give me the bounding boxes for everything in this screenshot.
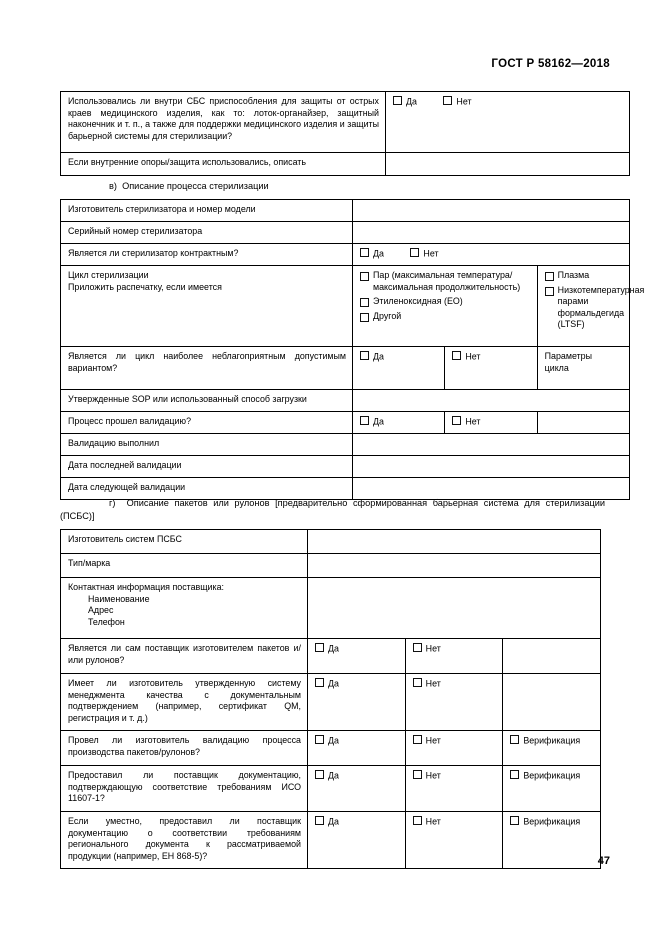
checkbox-icon[interactable] [360,351,369,360]
option-label: Да [328,816,339,827]
table-row [61,222,630,244]
row-value-blank[interactable] [503,639,601,674]
checkbox-icon[interactable] [510,770,519,779]
row-label: Провел ли изготовитель валидацию процесса производства пакетов/рулонов? [61,731,308,766]
table-row [61,812,601,869]
row-value-blank[interactable] [503,674,601,731]
row-value-yes[interactable] [308,731,406,766]
row-value-blank[interactable] [353,200,630,222]
checkbox-icon[interactable] [413,678,422,687]
option-label: Да [373,416,384,427]
option-label: Верификация [523,816,581,827]
checkbox-icon[interactable] [315,735,324,744]
checkbox-option-plasma[interactable] [545,270,623,282]
table-row [61,674,601,731]
checkbox-icon[interactable] [545,272,554,281]
checkbox-icon[interactable] [410,248,419,257]
checkbox-icon[interactable] [413,643,422,652]
checkbox-option-no[interactable] [410,248,438,260]
option-label: Да [328,678,339,689]
table-row-supplier-contact [61,578,601,639]
checkbox-option-no[interactable] [413,770,497,782]
table-row [61,731,601,766]
table-row [61,347,630,390]
row-value-yes[interactable] [308,639,406,674]
cycle-parameters-label-line-2: цикла [544,362,569,373]
checkbox-option-yes[interactable] [315,816,399,828]
option-label: Нет [456,96,472,107]
checkbox-option-yes[interactable] [360,351,438,363]
cycle-options-column-2[interactable] [537,266,645,347]
row-value-yes-no[interactable] [386,92,630,153]
row-value-verification[interactable] [503,766,601,812]
row-label: Серийный номер стерилизатора [61,222,353,244]
standard-header: ГОСТ Р 58162—2018 [491,58,610,70]
checkbox-icon[interactable] [315,770,324,779]
checkbox-icon[interactable] [315,816,324,825]
section-marker: г) [109,498,116,508]
row-value-blank[interactable] [308,530,601,554]
sub-label-name: Наименование [88,593,150,604]
option-label: Да [406,96,417,107]
checkbox-icon[interactable] [360,313,369,322]
table-row [61,434,630,456]
sub-label-address: Адрес [88,605,114,616]
row-label-line-1: Контактная информация поставщика: [68,582,224,592]
row-value-blank[interactable] [537,412,629,434]
row-label-line-1: Цикл стерилизации [68,270,149,280]
table-row [61,153,630,176]
table-sterilization-process [60,199,645,500]
checkbox-icon[interactable] [452,351,461,360]
row-label: Предоставил ли поставщик документацию, подтверждающую соответствие требованиям ИСО 11607-1? [61,766,308,812]
option-label: Да [328,643,339,654]
table-row-sterilization-cycle [61,266,630,347]
row-label: Процесс прошел валидацию? [61,412,353,434]
checkbox-option-ltsf[interactable] [545,284,645,331]
sub-label-phone: Телефон [88,616,125,627]
row-value-yes[interactable] [353,412,445,434]
row-value-yes-no[interactable] [353,244,630,266]
checkbox-option-yes[interactable] [315,770,399,782]
row-value-no[interactable] [405,731,503,766]
checkbox-icon[interactable] [452,416,461,425]
checkbox-icon[interactable] [360,298,369,307]
row-value-no[interactable] [405,639,503,674]
row-label: Является ли сам поставщик изготовителем пакетов и/или рулонов? [61,639,308,674]
checkbox-option-other[interactable] [360,311,531,323]
checkbox-icon[interactable] [360,416,369,425]
checkbox-icon[interactable] [510,816,519,825]
checkbox-icon[interactable] [413,735,422,744]
table-row [61,390,630,412]
row-label: Утвержденные SOP или использованный способ загрузки [61,390,353,412]
row-value-blank[interactable] [353,390,630,412]
row-label: Если внутренние опоры/защита использовались, описать [61,153,386,176]
row-label: Изготовитель стерилизатора и номер модели [61,200,353,222]
row-value-no[interactable] [405,674,503,731]
row-value-yes[interactable] [308,766,406,812]
option-label: Верификация [523,735,581,746]
option-label: Нет [465,416,481,427]
cycle-parameters-label-line-1: Параметры [544,351,592,361]
page-number: 47 [597,855,610,867]
row-label-line-2: Приложить распечатку, если имеется [68,281,222,292]
checkbox-option-yes[interactable] [315,643,399,655]
section-marker: в) [109,181,117,191]
checkbox-option-no[interactable] [452,351,530,363]
table-row [61,92,630,153]
checkbox-icon[interactable] [413,816,422,825]
option-label: Низкотемпературная парами формальдегида (LTSF) [557,284,645,330]
table-row [61,766,601,812]
checkbox-option-yes[interactable] [393,96,417,108]
row-label [61,266,353,347]
checkbox-icon[interactable] [315,678,324,687]
row-value-verification[interactable] [503,812,601,869]
checkbox-option-no[interactable] [413,735,497,747]
checkbox-option-no[interactable] [413,678,497,690]
section-heading-g [60,497,605,523]
row-value-no[interactable] [445,412,537,434]
checkbox-option-yes[interactable] [360,248,384,260]
row-label: Изготовитель систем ПСБС [61,530,308,554]
table-row [61,456,630,478]
checkbox-icon[interactable] [360,272,369,281]
row-value-cycle-parameters[interactable] [537,347,629,390]
row-value-no[interactable] [445,347,537,390]
checkbox-option-no[interactable] [413,643,497,655]
row-value-blank[interactable] [353,456,630,478]
option-label: Нет [425,678,441,689]
checkbox-icon[interactable] [545,287,554,296]
row-label: Использовались ли внутри СБС приспособления для защиты от острых краев медицинского изделия, как то: лоток-органайзер, защитный наконечник и т. п., а также для поддержки медицинского изделия и защиты барьерной системы для стерилизации? [61,92,386,153]
section-heading-v [60,180,605,193]
row-value-yes[interactable] [308,812,406,869]
row-label: Тип/марка [61,554,308,578]
option-label: Этиленоксидная (ЕО) [373,296,463,307]
checkbox-option-no[interactable] [413,816,497,828]
checkbox-option-verification[interactable] [510,735,594,747]
option-label: Другой [373,310,402,321]
checkbox-option-verification[interactable] [510,770,594,782]
row-value-blank[interactable] [353,222,630,244]
option-label: Пар (максимальная температура/максимальная продолжительность) [373,270,521,292]
option-label: Нет [425,643,441,654]
row-value-blank[interactable] [308,554,601,578]
option-label: Верификация [523,770,581,781]
checkbox-icon[interactable] [510,735,519,744]
option-label: Нет [465,351,481,362]
checkbox-icon[interactable] [443,96,452,105]
row-label: Валидацию выполнил [61,434,353,456]
checkbox-option-yes[interactable] [315,678,399,690]
option-label: Нет [425,770,441,781]
checkbox-option-verification[interactable] [510,816,594,828]
option-label: Плазма [557,270,590,280]
checkbox-icon[interactable] [315,643,324,652]
table-row [61,554,601,578]
row-value-blank[interactable] [353,434,630,456]
row-label [61,578,308,639]
table-sbs-accessories [60,91,630,176]
checkbox-option-steam[interactable] [360,270,531,293]
checkbox-option-no[interactable] [443,96,471,108]
row-value-yes[interactable] [308,674,406,731]
row-label: Является ли цикл наиболее неблагоприятным допустимым вариантом? [61,347,353,390]
option-label: Да [373,248,384,259]
table-row [61,244,630,266]
section-title: Описание пакетов или рулонов [предварительно сформированная барьерная система для стерилизации (ПСБС)] [60,498,605,521]
option-label: Нет [423,248,439,259]
checkbox-option-yes[interactable] [360,416,438,428]
option-label: Да [373,351,384,362]
row-label: Дата последней валидации [61,456,353,478]
table-psbs-description [60,529,601,869]
table-row [61,412,630,434]
option-label: Нет [425,735,441,746]
checkbox-option-no[interactable] [452,416,530,428]
cycle-options-column-1[interactable] [353,266,538,347]
checkbox-option-ethylene-oxide[interactable] [360,296,531,308]
row-value-verification[interactable] [503,731,601,766]
row-value-blank[interactable] [386,153,630,176]
table-row [61,639,601,674]
option-label: Да [328,735,339,746]
row-label: Если уместно, предоставил ли поставщик документацию о соответствии требованиям регионального документа к рассматриваемой продукции (например, ЕН 868-5)? [61,812,308,869]
row-value-no[interactable] [405,766,503,812]
row-value-blank[interactable] [308,578,601,639]
option-label: Да [328,770,339,781]
checkbox-option-yes[interactable] [315,735,399,747]
option-label: Нет [425,816,441,827]
row-label: Дата следующей валидации [61,478,353,500]
table-row [61,200,630,222]
row-label: Является ли стерилизатор контрактным? [61,244,353,266]
row-value-no[interactable] [405,812,503,869]
row-label: Имеет ли изготовитель утвержденную систему менеджмента качества с документальным подтверждением (например, сертификат QM, регистрация и т. д.) [61,674,308,731]
table-row [61,530,601,554]
checkbox-icon[interactable] [360,248,369,257]
checkbox-icon[interactable] [393,96,402,105]
checkbox-icon[interactable] [413,770,422,779]
row-value-yes[interactable] [353,347,445,390]
section-title: Описание процесса стерилизации [122,181,269,191]
